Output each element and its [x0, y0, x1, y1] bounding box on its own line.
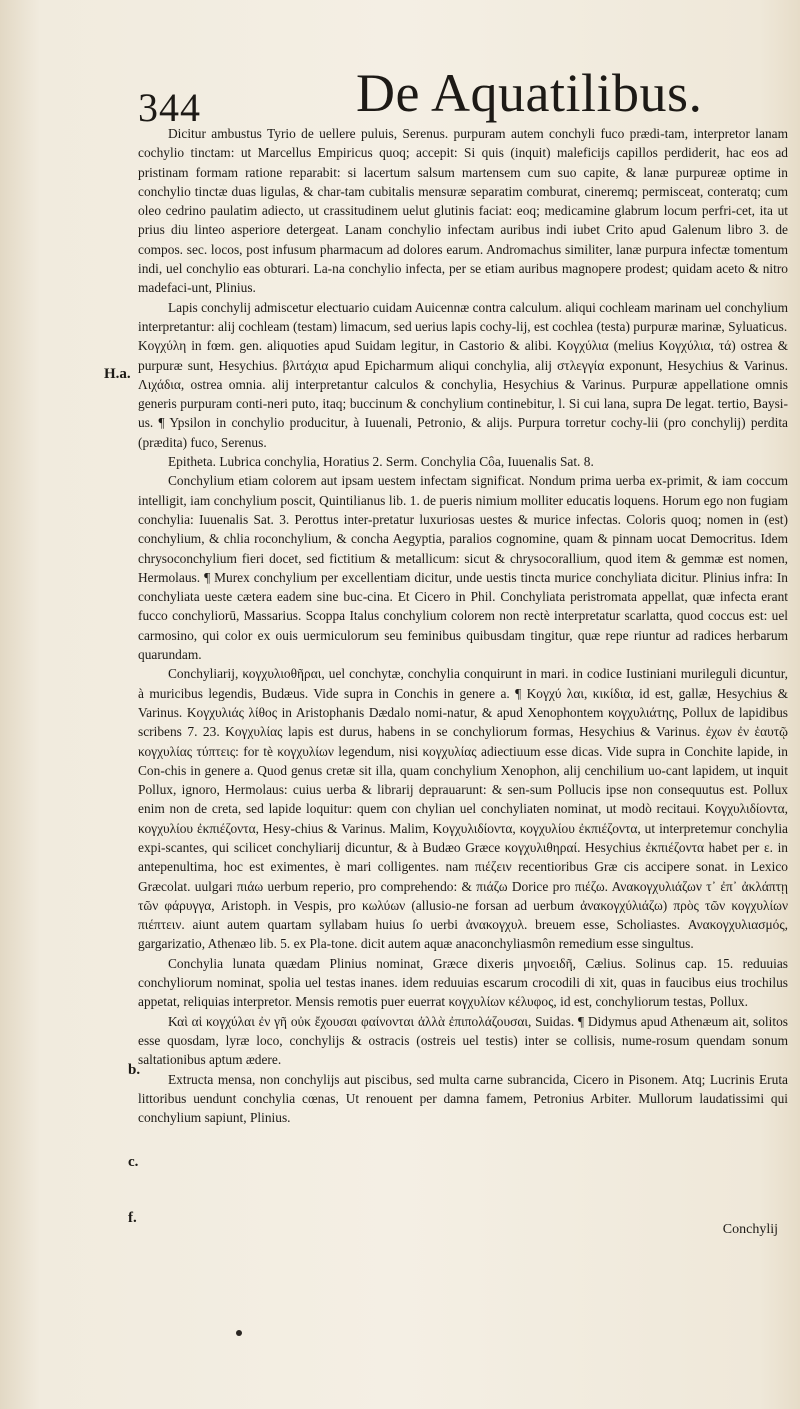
- margin-letter-f: f.: [128, 1210, 137, 1226]
- margin-letter-h-a: H.a.: [104, 366, 131, 382]
- paragraph-b-lunata: Conchylia lunata quædam Plinius nominat, Græce dixeris μηνοειδῆ, Cælius. Solinus cap. 15. reduuias conchyliorum nominat, spolia uel testas inanes. idem reduuias escarum crocodili di xit, quas in faucibus eius trochilus appetat, reliquias interpretor. Mensis remotis puer euerrat κογχυλίων κέλυφος, id est, conchyliorum testas, Pollux.: [138, 955, 788, 1010]
- paragraph-color-vestis: Conchylium etiam colorem aut ipsam uestem infectam significat. Nondum prima uerba ex-primit, & iam coccum intelligit, iam conchylium poscit, Quintilianus lib. 1. de pueris nimium molliter educatis loquens. Horum ego non fugiam conchylia: Iuuenalis Sat. 3. Perottus inter-pretatur luxuriosas uestes & murice infectas. Coloris quoq; nomen in (est) conchylium, & chlia roconchylium, & concha Aegyptia, paralios cognomine, quam & pinnam uocat Democritus. Idem chrysoconchylium fieri docet, sed fictitium & metallicum: sicut & chrysocorallium, quod item & gemmæ est nomen, Hermolaus. ¶ Murex conchylium per excellentiam dicitur, unde uestis tincta murice conchyliata dicitur. Plinius infra: In conchyliata ueste cætera eadem sine buc-cina. Et Cicero in Phil. Conchyliata peristromata appellat, quæ infecta erant fucco conchyliorū, Massarius. Scoppa Italus conchylium colorem non rectè interpretatur scarlatta, quod coccus est: uel carmosino, qui color ex ouis uermiculorum seu feminibus quibusdam tingitur, quæ repe riuntur ad radices herbarum quarundam.: [138, 473, 788, 663]
- page-number: 344: [138, 85, 201, 130]
- paragraph-lapis-conchylii: Lapis conchylij admiscetur electuario cuidam Auicennæ contra calculum. aliqui cochleam marinam uel conchylium interpretantur: alij cochleam (testam) limacum, sed uerius lapis cochy-lij, est cochlea (testa) purpuræ marinæ, Syluaticus.: [138, 299, 788, 334]
- margin-letter-b: b.: [128, 1062, 141, 1078]
- page-header: [138, 62, 778, 132]
- paragraph-h-a-greek-names: Κογχύλη in fœm. gen. aliquoties apud Suidam legitur, in Castorio & alibi. Κογχύλια (melius Κογχύλια, τά) ostrea & purpuræ sunt, Hesychius. βλιτάχια apud Epicharmum aliqui conchylia, alij στλεγγία exponunt, Hesychius & Varinus. Λιχάδια, ostrea omnia. alij interpretantur calculos & conchylia, Hesychius & Varinus. Purpuræ appellatione omnis generis purpuram conti-neri puto, itaq; buccinum & conchylium continebitur, l. Si cui lana, supra De legat. tertio, Baysi-us. ¶ Ypsilon in conchylio producitur, à Iuuenali, Petronio, & alijs. Purpura torretur cochy-lii (pro conchylij) perdita (prædita) fuco, Serenus.: [138, 338, 788, 450]
- paragraph-conchyliarii: Conchyliarij, κογχυλιοθῆραι, uel conchytæ, conchylia conquirunt in mari. in codice Iustiniani murileguli dicuntur, à muricibus legendis, Budæus. Vide supra in Conchis in genere a. ¶ Κογχύ λαι, κικίδια, id est, gallæ, Hesychius & Varinus. Κογχυλιάς λίθος in Aristophanis Dædalo nomi-natur, & apud Xenophontem κογχυλιάτης, Pollux de lapidibus scribens 7. 23. Κογχυλίας lapis est durus, habens in se conchyliorum formas, Hesychius & Varinus. ἐχων ἐν ἑαυτῷ κογχυλίας τύπτεις: for tè κογχυλίων legendum, nisi κογχυλίας adiectiuum esse dicas. Vide supra in Conchite lapide, in Con-chis in genere a. Quod genus cretæ sit illa, quam conchylium Xenophon, alij cenchilium uo-cant lapidem, ut inquit Pollux, ignoro, Hermolaus: cuius uerba & librarij deprauarunt: & sen-sum Pollucis ipse non consequutus est. Pollux enim non de creta, sed lapide loquitur: quem con chylian uel conchyliaten nominat, ut modò recitaui. Κογχυλιδίοντα, κογχυλίου ἐκπιέζοντα, Hesy-chius & Varinus. Malim, Κογχυλιδίοντα, κογχυλίου ἐκπιέζοντα, ut interpretemur conchylia expi-scantes, qui scilicet conchyliarij dicuntur, & à Budæo Græce κογχυλιθηραί. Hesychius ἐκπιέζοντα habet per ε. in antepenultima, hoc est eximentes, è mari colligentes. nam πιέζειν recentioribus Græ cis accipere sonat. in Lexico Græcolat. uulgari πιάω uerbum reperio, pro comprehendo: & πιάζω Dorice pro πιέζω. Ανακογχυλιάζων τ᾿ ἐπ᾿ ἀκλάπτῃ τῶν φάρυγγα, Aristoph. in Vespis, pro κωλύων (allusio-ne forsan ad uerbum ἀνακογχύλιάζω) πρὸς τῶν κογχυλίων πιέπτειν. aiunt autem quartam syllabam huius ſo uerbi ἀνακογχυλ. breuem esse, Scholiastes. Ανακογχυλιασμός, gargarizatio, Athenæo lib. 5. ex Pla-tone. dicit autem aquæ anaconchyliasmôn remedium esse singultus.: [138, 666, 788, 952]
- paragraph-epitheta: Epitheta. Lubrica conchylia, Horatius 2. Serm. Conchylia Côa, Iuuenalis Sat. 8.: [168, 454, 594, 470]
- margin-letter-c: c.: [128, 1154, 139, 1170]
- catchword: Conchylij: [722, 1222, 778, 1237]
- ink-dot: [236, 1330, 242, 1336]
- paragraph-c-didymus: Καὶ αἱ κογχύλαι ἐν γῆ οὐκ ἔχουσαι φαίνονται ἀλλὰ ἐπιπολάζουσαι, Suidas. ¶ Didymus apud Athenæum ait, solitos esse quosdam, lyræ loco, conchylijs & ostracis (ostreis uel testis) inter se collisis, nume-rosum quendam sonum saltationibus aptum ædere.: [138, 1013, 788, 1068]
- paragraph-burnt-wool: Dicitur ambustus Tyrio de uellere puluis, Serenus. purpuram autem conchyli fuco prædi-tam, interpretor lanam cochylio tinctam: ut Marcellus Empiricus quoq; accepit: Si quis (inquit) maleficijs capillos perdiderit, hac eos ad pristinam formam ratione reparabit: si lacertum salsum martensem cum suo capite, & lanæ purpureæ optime in conchylio tinctæ duas ligulas, & char-tam cubitalis mensuræ separatim comburat, cineremq; permisceat, conteratq; cum oleo cedrino paulatim adiecto, ut crassitudinem uelut glutinis faciat: eoq; medicamine glabrum locum perfri-cet, ita ut prius diu linteo asperiore detergeat. Lanam conchylio infectam auribus indi iubet Crito apud Galenum libro 3. de compos. sec. locos, post infusum pharmacum ad dolores earum. Andromachus similiter, lanæ purpura infectæ tomentum indi, uel conchylio eas obturari. La-na conchylio infecta, per se etiam auribus magnopere prodest; quidam aceto & nitro madefaci-unt, Plinius.: [138, 126, 788, 296]
- running-title: De Aquatilibus.: [356, 63, 703, 123]
- paragraph-f-mensa: Extructa mensa, non conchylijs aut piscibus, sed multa carne subrancida, Cicero in Pisonem. Atq; Lucrinis Eruta littoribus uendunt conchylia cœnas, Ut renouent per damna famem, Petronius Arbiter. Mullorum laudatissimi qui conchylium sapiunt, Plinius.: [138, 1071, 788, 1126]
- body-text: [138, 124, 788, 1127]
